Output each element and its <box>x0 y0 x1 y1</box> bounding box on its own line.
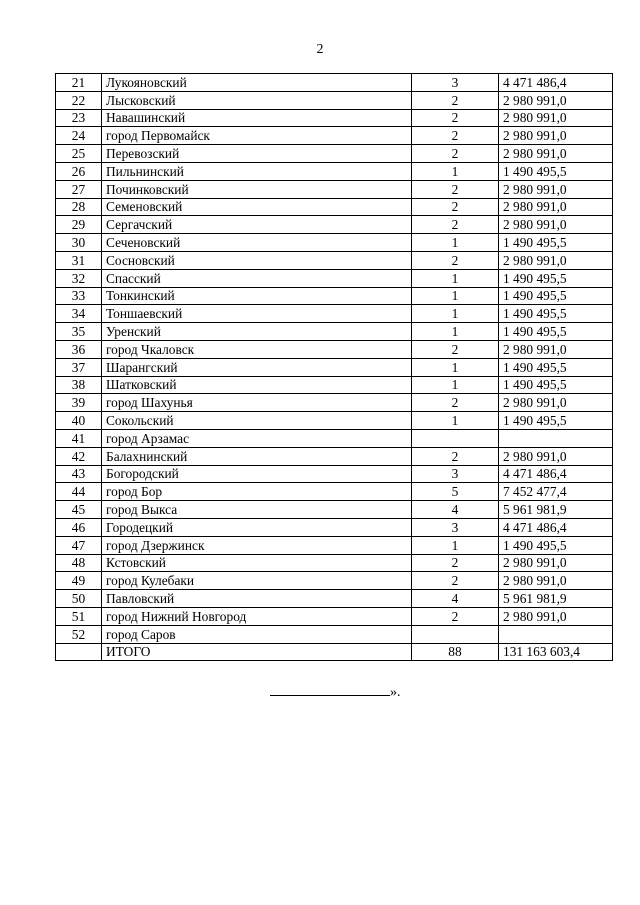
district-name: Пильнинский <box>102 162 412 180</box>
table-row <box>56 607 613 625</box>
table-row <box>56 518 613 536</box>
table-row <box>56 323 613 341</box>
amount: 2 980 991,0 <box>499 340 613 358</box>
district-name: город Саров <box>102 625 412 643</box>
row-number: 52 <box>56 625 102 643</box>
district-name: город Шахунья <box>102 394 412 412</box>
table-row <box>56 590 613 608</box>
quantity: 2 <box>412 180 499 198</box>
quantity: 2 <box>412 198 499 216</box>
row-number: 44 <box>56 483 102 501</box>
closing-signature-line <box>270 684 401 701</box>
quantity: 1 <box>412 269 499 287</box>
amount: 1 490 495,5 <box>499 162 613 180</box>
amount: 2 980 991,0 <box>499 216 613 234</box>
row-number: 38 <box>56 376 102 394</box>
district-name: Перевозский <box>102 145 412 163</box>
total-row <box>56 643 613 661</box>
table-row <box>56 74 613 92</box>
table-row <box>56 394 613 412</box>
table-row <box>56 127 613 145</box>
amount: 7 452 477,4 <box>499 483 613 501</box>
district-name: город Арзамас <box>102 429 412 447</box>
district-name: Сергачский <box>102 216 412 234</box>
row-number: 26 <box>56 162 102 180</box>
table-row <box>56 251 613 269</box>
district-name: Шарангский <box>102 358 412 376</box>
quantity: 2 <box>412 607 499 625</box>
quantity: 1 <box>412 305 499 323</box>
district-name: Павловский <box>102 590 412 608</box>
district-name: Шатковский <box>102 376 412 394</box>
quantity: 3 <box>412 74 499 92</box>
amount: 2 980 991,0 <box>499 251 613 269</box>
table-row <box>56 554 613 572</box>
row-number: 40 <box>56 412 102 430</box>
row-number: 32 <box>56 269 102 287</box>
row-number: 34 <box>56 305 102 323</box>
total-number-cell <box>56 643 102 661</box>
district-name: Починковский <box>102 180 412 198</box>
district-name: город Дзержинск <box>102 536 412 554</box>
table-row <box>56 412 613 430</box>
amount: 4 471 486,4 <box>499 74 613 92</box>
signature-underline <box>270 684 390 696</box>
amount: 1 490 495,5 <box>499 287 613 305</box>
amount: 1 490 495,5 <box>499 305 613 323</box>
allocation-table <box>55 73 613 661</box>
quantity: 2 <box>412 109 499 127</box>
district-name: город Бор <box>102 483 412 501</box>
row-number: 33 <box>56 287 102 305</box>
quantity: 4 <box>412 501 499 519</box>
row-number: 25 <box>56 145 102 163</box>
table-row <box>56 376 613 394</box>
table-row <box>56 305 613 323</box>
quantity: 2 <box>412 447 499 465</box>
quantity: 5 <box>412 483 499 501</box>
district-name: Сокольский <box>102 412 412 430</box>
table-row <box>56 625 613 643</box>
quantity: 1 <box>412 162 499 180</box>
table-row <box>56 536 613 554</box>
quantity: 3 <box>412 465 499 483</box>
quantity: 1 <box>412 323 499 341</box>
amount: 2 980 991,0 <box>499 91 613 109</box>
amount: 2 980 991,0 <box>499 572 613 590</box>
district-name: Тонкинский <box>102 287 412 305</box>
amount: 2 980 991,0 <box>499 180 613 198</box>
quantity: 1 <box>412 234 499 252</box>
table-row <box>56 447 613 465</box>
district-name: город Нижний Новгород <box>102 607 412 625</box>
amount: 2 980 991,0 <box>499 447 613 465</box>
quantity: 2 <box>412 572 499 590</box>
district-name: Навашинский <box>102 109 412 127</box>
quantity: 4 <box>412 590 499 608</box>
amount: 5 961 981,9 <box>499 590 613 608</box>
amount: 2 980 991,0 <box>499 145 613 163</box>
district-name: Лукояновский <box>102 74 412 92</box>
amount: 4 471 486,4 <box>499 518 613 536</box>
district-name: Тоншаевский <box>102 305 412 323</box>
page-number: 2 <box>316 42 324 57</box>
row-number: 46 <box>56 518 102 536</box>
table-row <box>56 162 613 180</box>
district-name: Лысковский <box>102 91 412 109</box>
quantity: 2 <box>412 554 499 572</box>
district-name: Городецкий <box>102 518 412 536</box>
table-row <box>56 234 613 252</box>
quantity: 1 <box>412 287 499 305</box>
quantity: 3 <box>412 518 499 536</box>
district-name: Сосновский <box>102 251 412 269</box>
closing-quote: ». <box>390 685 401 700</box>
amount <box>499 429 613 447</box>
district-name: Спасский <box>102 269 412 287</box>
quantity: 2 <box>412 127 499 145</box>
quantity <box>412 429 499 447</box>
district-name: Богородский <box>102 465 412 483</box>
row-number: 29 <box>56 216 102 234</box>
table-row <box>56 180 613 198</box>
table-row <box>56 465 613 483</box>
row-number: 48 <box>56 554 102 572</box>
table-row <box>56 145 613 163</box>
district-name: Семеновский <box>102 198 412 216</box>
row-number: 30 <box>56 234 102 252</box>
row-number: 45 <box>56 501 102 519</box>
district-name: город Кулебаки <box>102 572 412 590</box>
table-row <box>56 269 613 287</box>
amount: 2 980 991,0 <box>499 127 613 145</box>
row-number: 36 <box>56 340 102 358</box>
row-number: 28 <box>56 198 102 216</box>
district-name: Сеченовский <box>102 234 412 252</box>
row-number: 23 <box>56 109 102 127</box>
amount <box>499 625 613 643</box>
row-number: 35 <box>56 323 102 341</box>
row-number: 41 <box>56 429 102 447</box>
table-row <box>56 91 613 109</box>
amount: 1 490 495,5 <box>499 358 613 376</box>
amount: 2 980 991,0 <box>499 109 613 127</box>
row-number: 47 <box>56 536 102 554</box>
quantity: 2 <box>412 145 499 163</box>
table-row <box>56 198 613 216</box>
row-number: 27 <box>56 180 102 198</box>
table-row <box>56 287 613 305</box>
row-number: 42 <box>56 447 102 465</box>
district-name: город Чкаловск <box>102 340 412 358</box>
district-name: Балахнинский <box>102 447 412 465</box>
amount: 2 980 991,0 <box>499 607 613 625</box>
table-row <box>56 340 613 358</box>
table-body <box>56 74 613 644</box>
quantity: 2 <box>412 394 499 412</box>
row-number: 22 <box>56 91 102 109</box>
table-row <box>56 429 613 447</box>
amount: 4 471 486,4 <box>499 465 613 483</box>
quantity: 1 <box>412 536 499 554</box>
district-name: город Первомайск <box>102 127 412 145</box>
amount: 2 980 991,0 <box>499 554 613 572</box>
amount: 1 490 495,5 <box>499 376 613 394</box>
amount: 1 490 495,5 <box>499 269 613 287</box>
quantity: 1 <box>412 358 499 376</box>
quantity: 2 <box>412 251 499 269</box>
row-number: 24 <box>56 127 102 145</box>
row-number: 51 <box>56 607 102 625</box>
amount: 2 980 991,0 <box>499 394 613 412</box>
amount: 5 961 981,9 <box>499 501 613 519</box>
amount: 2 980 991,0 <box>499 198 613 216</box>
row-number: 31 <box>56 251 102 269</box>
row-number: 50 <box>56 590 102 608</box>
quantity: 2 <box>412 91 499 109</box>
table-row <box>56 109 613 127</box>
quantity: 1 <box>412 376 499 394</box>
table-row <box>56 216 613 234</box>
amount: 1 490 495,5 <box>499 323 613 341</box>
amount: 1 490 495,5 <box>499 412 613 430</box>
row-number: 49 <box>56 572 102 590</box>
total-quantity: 88 <box>412 643 499 661</box>
row-number: 37 <box>56 358 102 376</box>
amount: 1 490 495,5 <box>499 234 613 252</box>
row-number: 39 <box>56 394 102 412</box>
quantity <box>412 625 499 643</box>
table-row <box>56 358 613 376</box>
quantity: 1 <box>412 412 499 430</box>
table-row <box>56 501 613 519</box>
district-name: Уренский <box>102 323 412 341</box>
row-number: 43 <box>56 465 102 483</box>
table-row <box>56 483 613 501</box>
quantity: 2 <box>412 340 499 358</box>
quantity: 2 <box>412 216 499 234</box>
row-number: 21 <box>56 74 102 92</box>
table-row <box>56 572 613 590</box>
total-label: ИТОГО <box>102 643 412 661</box>
district-name: Кстовский <box>102 554 412 572</box>
amount: 1 490 495,5 <box>499 536 613 554</box>
district-name: город Выкса <box>102 501 412 519</box>
total-sum: 131 163 603,4 <box>499 643 613 661</box>
